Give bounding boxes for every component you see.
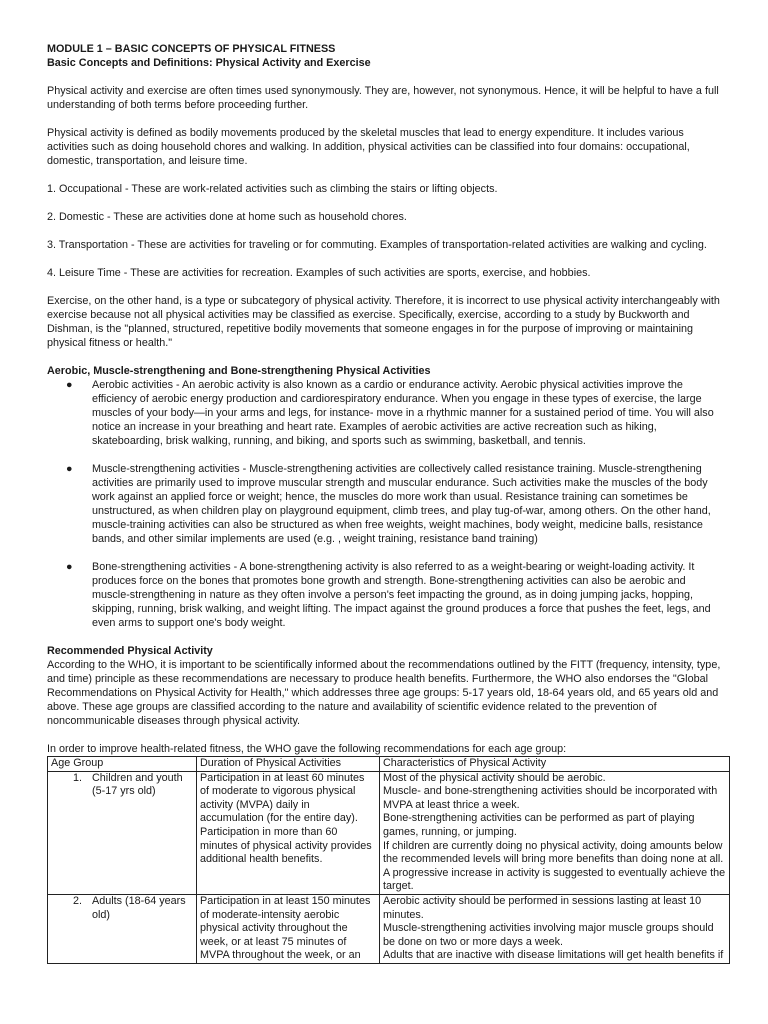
duration-cell: Participation in at least 150 minutes of moderate-intensity aerobic physical activity throughout the week, or at least 75 minutes of MVPA throughout the week, or an [197, 894, 380, 963]
characteristic-item: Muscle-strengthening activities involving major muscle groups should be done on two or more days a week. [383, 922, 714, 948]
bullet-icon: ● [66, 463, 73, 475]
muscle-strengthening-text: Muscle-strengthening activities - Muscle-strengthening activities are collectively called resistance training. Muscle-strengthening activities are primarily used to improve muscular strength and muscular endurance. Such activities make the muscles of the body work against an applied force or weight; hence, the muscles do more work than usual. Resistance training can sometimes be unstructured, as when children play on playground equipment, climb trees, and play tug-of-war, among others. On the other hand, muscle-training activities can also be structured as when free weights, weight machines, body weight, medicine balls, resistance bands, and other similar implements are used (e.g. , weight training, resistance band training) [92, 463, 711, 545]
aerobic-activities-text: Aerobic activities - An aerobic activity is also known as a cardio or endurance activity. Aerobic physical activities improve the efficiency of aerobic energy production and cardiorespiratory endurance. When you engage in these types of exercise, the large muscles of your body—in your arms and legs, for instance- move in a rhythmic manner for a sustained period of time. You will also notice an increase in your breathing and heart rate. Examples of aerobic activities are active recreation such as hiking, skateboarding, brisk walking, running, and biking, and sports such as swimming, basketball, and tennis. [92, 379, 714, 447]
definition-paragraph: Physical activity is defined as bodily movements produced by the skeletal muscles that lead to energy expenditure. It includes various activities such as doing household chores and walking. In addition, physical activities can be classified into four domains: occupational, domestic, transportation, and leisure time. [47, 127, 690, 167]
list-item [47, 462, 722, 546]
bullet-icon: ● [66, 379, 73, 391]
header-characteristics: Characteristics of Physical Activity [380, 757, 730, 772]
aerobic-heading: Aerobic, Muscle-strengthening and Bone-strengthening Physical Activities [47, 365, 431, 377]
header-age-group: Age Group [48, 757, 197, 772]
list-item [47, 378, 722, 448]
age-group-label: Children and youth (5-17 yrs old) [92, 771, 183, 798]
table-intro: In order to improve health-related fitness, the WHO gave the following recommendations for each age group: [47, 743, 567, 755]
characteristic-item: Muscle- and bone-strengthening activities should be incorporated with MVPA at least thrice a week. [383, 785, 718, 811]
table-row [48, 894, 730, 963]
exercise-paragraph: Exercise, on the other hand, is a type or subcategory of physical activity. Therefore, it is incorrect to use physical activity interchangeably with exercise because not all physical activities may be classified as exercise. Specifically, exercise, according to a study by Buckworth and Dishman, is the "planned, structured, repetitive bodily movements that someone engages in for the purpose of improving or maintaining physical fitness or health." [47, 295, 720, 349]
row-number: 2. [72, 894, 82, 907]
characteristic-item: Most of the physical activity should be aerobic. [383, 771, 606, 784]
duration-cell: Participation in at least 60 minutes of moderate to vigorous physical activity (MVPA) daily in accumulation (for the entire day). Participation in more than 60 minutes of physical activity provides additional health benefits. [197, 771, 380, 894]
header-duration: Duration of Physical Activities [197, 757, 380, 772]
section-title: Basic Concepts and Definitions: Physical Activity and Exercise [47, 57, 371, 69]
domain-transportation: 3. Transportation - These are activities for traveling or for commuting. Examples of transportation-related activities are walking and cycling. [47, 239, 707, 251]
age-group-cell [48, 894, 197, 963]
bullet-icon: ● [66, 561, 73, 573]
domain-leisure-time: 4. Leisure Time - These are activities for recreation. Examples of such activities are sports, exercise, and hobbies. [47, 267, 591, 279]
table-header-row [48, 757, 730, 772]
bone-strengthening-text: Bone-strengthening activities - A bone-strengthening activity is also referred to as a weight-bearing or weight-loading activity. It produces force on the bones that promotes bone growth and strength. Bone-strengthening activities can also be aerobic and muscle-strengthening in nature as they often involve a person's feet impacting the ground, as in doing jumping jacks, hopping, skipping, running, brisk walking, and weight lifting. The impact against the ground produces a force that pushes the feet, legs, and even arms to support one's body weight. [92, 561, 711, 629]
characteristic-item: Aerobic activity should be performed in sessions lasting at least 10 minutes. [383, 894, 702, 921]
intro-paragraph: Physical activity and exercise are often times used synonymously. They are, however, not synonymous. Hence, it will be helpful to have a full understanding of both terms before proceeding further. [47, 85, 719, 111]
recommendations-table [47, 756, 730, 964]
table-row [48, 771, 730, 894]
characteristics-cell [380, 894, 730, 963]
list-item [47, 560, 722, 630]
activity-bullet-list [47, 378, 722, 630]
age-group-label: Adults (18-64 years old) [92, 894, 186, 921]
domain-domestic: 2. Domestic - These are activities done at home such as household chores. [47, 211, 407, 223]
age-group-cell [48, 771, 197, 894]
domain-occupational: 1. Occupational - These are work-related activities such as climbing the stairs or lifting objects. [47, 183, 498, 195]
recommended-paragraph: According to the WHO, it is important to be scientifically informed about the recommendations outlined by the FITT (frequency, intensity, type, and time) principle as these recommendations are necessary to produce health benefits. Furthermore, the WHO also endorses the "Global Recommendations on Physical Activity for Health," which addresses three age groups: 5-17 years old, 18-64 years old, and 65 years old and above. These age groups are classified according to the nature and availability of scientific evidence related to the prevention of noncommunicable diseases through physical activity. [47, 659, 721, 727]
row-number: 1. [72, 771, 82, 784]
characteristics-cell [380, 771, 730, 894]
characteristic-item: A progressive increase in activity is suggested to eventually achieve the target. [383, 866, 726, 893]
characteristic-item: If children are currently doing no physical activity, doing amounts below the recommended levels will bring more benefits than doing none at all. [383, 839, 724, 866]
module-title: MODULE 1 – BASIC CONCEPTS OF PHYSICAL FITNESS [47, 43, 336, 55]
characteristic-item: Bone-strengthening activities can be performed as part of playing games, running, or jumping. [383, 812, 695, 838]
characteristic-item: Adults that are inactive with disease limitations will get health benefits if [383, 949, 724, 962]
recommended-heading: Recommended Physical Activity [47, 645, 213, 657]
